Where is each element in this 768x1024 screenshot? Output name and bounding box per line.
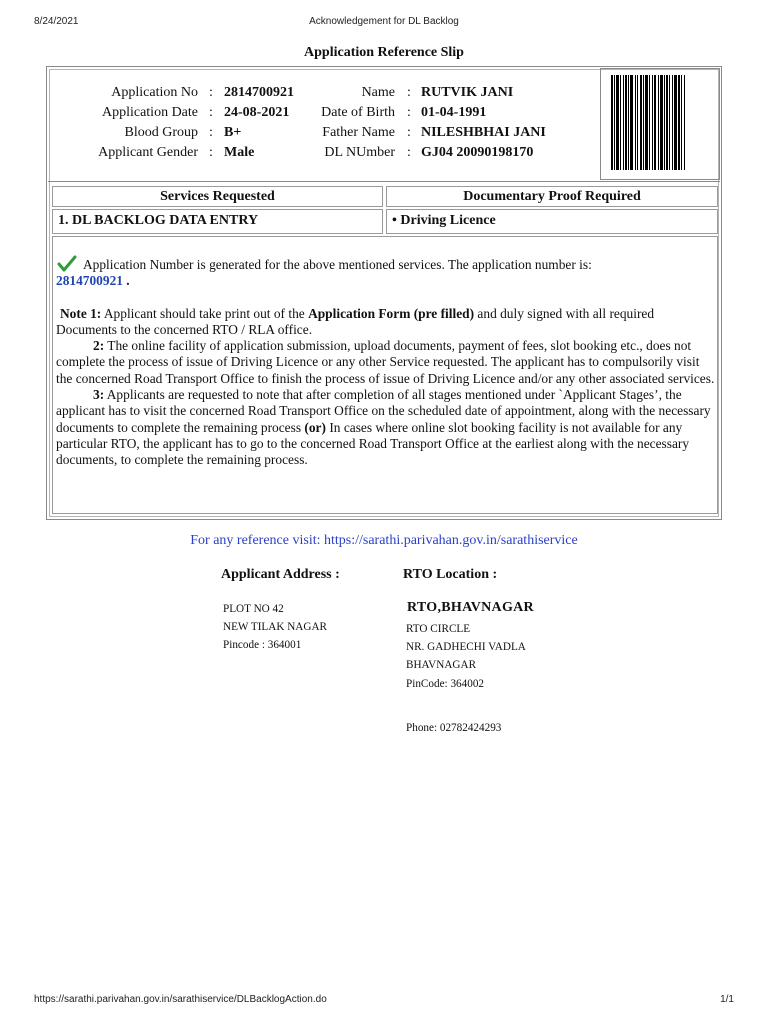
note-1-text: Applicant should take print out of the xyxy=(101,305,309,321)
label-blood-group: Blood Group xyxy=(124,125,198,140)
note-3-bold: (or) xyxy=(304,419,326,435)
divider xyxy=(48,181,720,182)
application-number-link[interactable]: 2814700921 xyxy=(56,273,123,289)
note-2-text: The online facility of application submission, upload documents, payment of fees, slot booking etc., does not complete the process of issue of Driving Licence or any other Service requested. The applicant has to compulsorily visit the concerned Road Transport Office to finish the process of issue of Driving Licence and/or any other associated services. xyxy=(56,338,715,386)
print-footer xyxy=(34,994,734,1008)
notice-box xyxy=(52,236,718,514)
slip-title: Application Reference Slip xyxy=(304,45,464,60)
rto-pincode: PinCode: 364002 xyxy=(406,678,485,690)
colon: : xyxy=(407,145,411,160)
note-1-text-end: and duly signed with all required Documents to the concerned RTO / RLA office. xyxy=(56,305,655,337)
header-documentary-proof: Documentary Proof Required xyxy=(386,186,718,207)
proof-cell: • Driving Licence xyxy=(386,209,718,234)
value-application-date: 24-08-2021 xyxy=(224,105,290,120)
info-row xyxy=(0,123,600,143)
print-date: 8/24/2021 xyxy=(34,16,79,27)
barcode-box xyxy=(600,68,720,180)
applicant-address-heading: Applicant Address : xyxy=(221,567,340,582)
value-date-of-birth: 01-04-1991 xyxy=(421,105,487,120)
colon: : xyxy=(209,105,213,120)
print-header xyxy=(34,16,734,30)
value-name: RUTVIK JANI xyxy=(421,85,514,100)
notice-intro xyxy=(56,257,716,290)
page-number: 1/1 xyxy=(720,994,734,1005)
note-2-label: 2: xyxy=(93,338,105,354)
rto-line: RTO CIRCLE xyxy=(406,623,471,635)
colon: : xyxy=(407,125,411,140)
value-blood-group: B+ xyxy=(224,125,242,140)
note-3-label: 3: xyxy=(93,387,105,403)
address-line: NEW TILAK NAGAR xyxy=(223,621,327,633)
info-row xyxy=(0,83,600,103)
address-line: PLOT NO 42 xyxy=(223,603,284,615)
label-dl-number: DL NUmber xyxy=(324,145,395,160)
value-gender: Male xyxy=(224,145,255,160)
header-services-requested: Services Requested xyxy=(52,186,383,207)
label-application-date: Application Date xyxy=(101,105,198,120)
value-father-name: NILESHBHAI JANI xyxy=(421,125,546,140)
note-3-text: Applicants are requested to note that after completion of all stages mentioned under `Applicant Stages’, the applicant has to visit the concerned Road Transport Office on the scheduled date of appointment, along with the necessary documents to complete the remaining process xyxy=(56,387,711,435)
print-url: https://sarathi.parivahan.gov.in/sarathiservice/DLBacklogAction.do xyxy=(34,994,327,1005)
rto-phone: Phone: 02782424293 xyxy=(406,722,502,734)
info-row xyxy=(0,103,600,123)
colon: : xyxy=(209,145,213,160)
label-name: Name xyxy=(361,85,395,100)
reference-link[interactable]: For any reference visit: https://sarathi.parivahan.gov.in/sarathiservice xyxy=(190,533,578,548)
colon: : xyxy=(209,125,213,140)
note-3-text-end: In cases where online slot booking facility is not available for any particular RTO, the applicant has to go to the concerned Road Transport Office at the earliest along with the necessary documents, to complete the remaining process. xyxy=(56,419,690,468)
note-1-bold: Application Form (pre filled) xyxy=(308,305,475,321)
info-row xyxy=(0,143,600,163)
rto-name: RTO,BHAVNAGAR xyxy=(407,600,534,615)
barcode-icon xyxy=(611,75,709,170)
rto-line: BHAVNAGAR xyxy=(406,659,477,671)
label-application-no: Application No xyxy=(111,85,198,100)
label-father-name: Father Name xyxy=(322,125,395,140)
service-cell: 1. DL BACKLOG DATA ENTRY xyxy=(52,209,383,234)
period: . xyxy=(122,273,130,289)
print-title: Acknowledgement for DL Backlog xyxy=(309,16,459,27)
label-date-of-birth: Date of Birth xyxy=(321,105,395,120)
address-pincode: Pincode : 364001 xyxy=(223,639,302,651)
label-gender: Applicant Gender xyxy=(98,145,198,160)
note-1 xyxy=(56,306,716,339)
rto-line: NR. GADHECHI VADLA xyxy=(406,641,526,653)
notice-text xyxy=(56,257,716,469)
value-dl-number: GJ04 20090198170 xyxy=(421,145,534,160)
note-2 xyxy=(56,338,716,387)
colon: : xyxy=(407,85,411,100)
intro-text: Application Number is generated for the above mentioned services. The application number is: xyxy=(83,257,592,272)
value-application-no: 2814700921 xyxy=(224,85,294,100)
colon: : xyxy=(407,105,411,120)
rto-location-heading: RTO Location : xyxy=(403,567,498,582)
colon: : xyxy=(209,85,213,100)
note-3 xyxy=(56,387,716,468)
note-1-label: Note 1: xyxy=(60,305,102,321)
